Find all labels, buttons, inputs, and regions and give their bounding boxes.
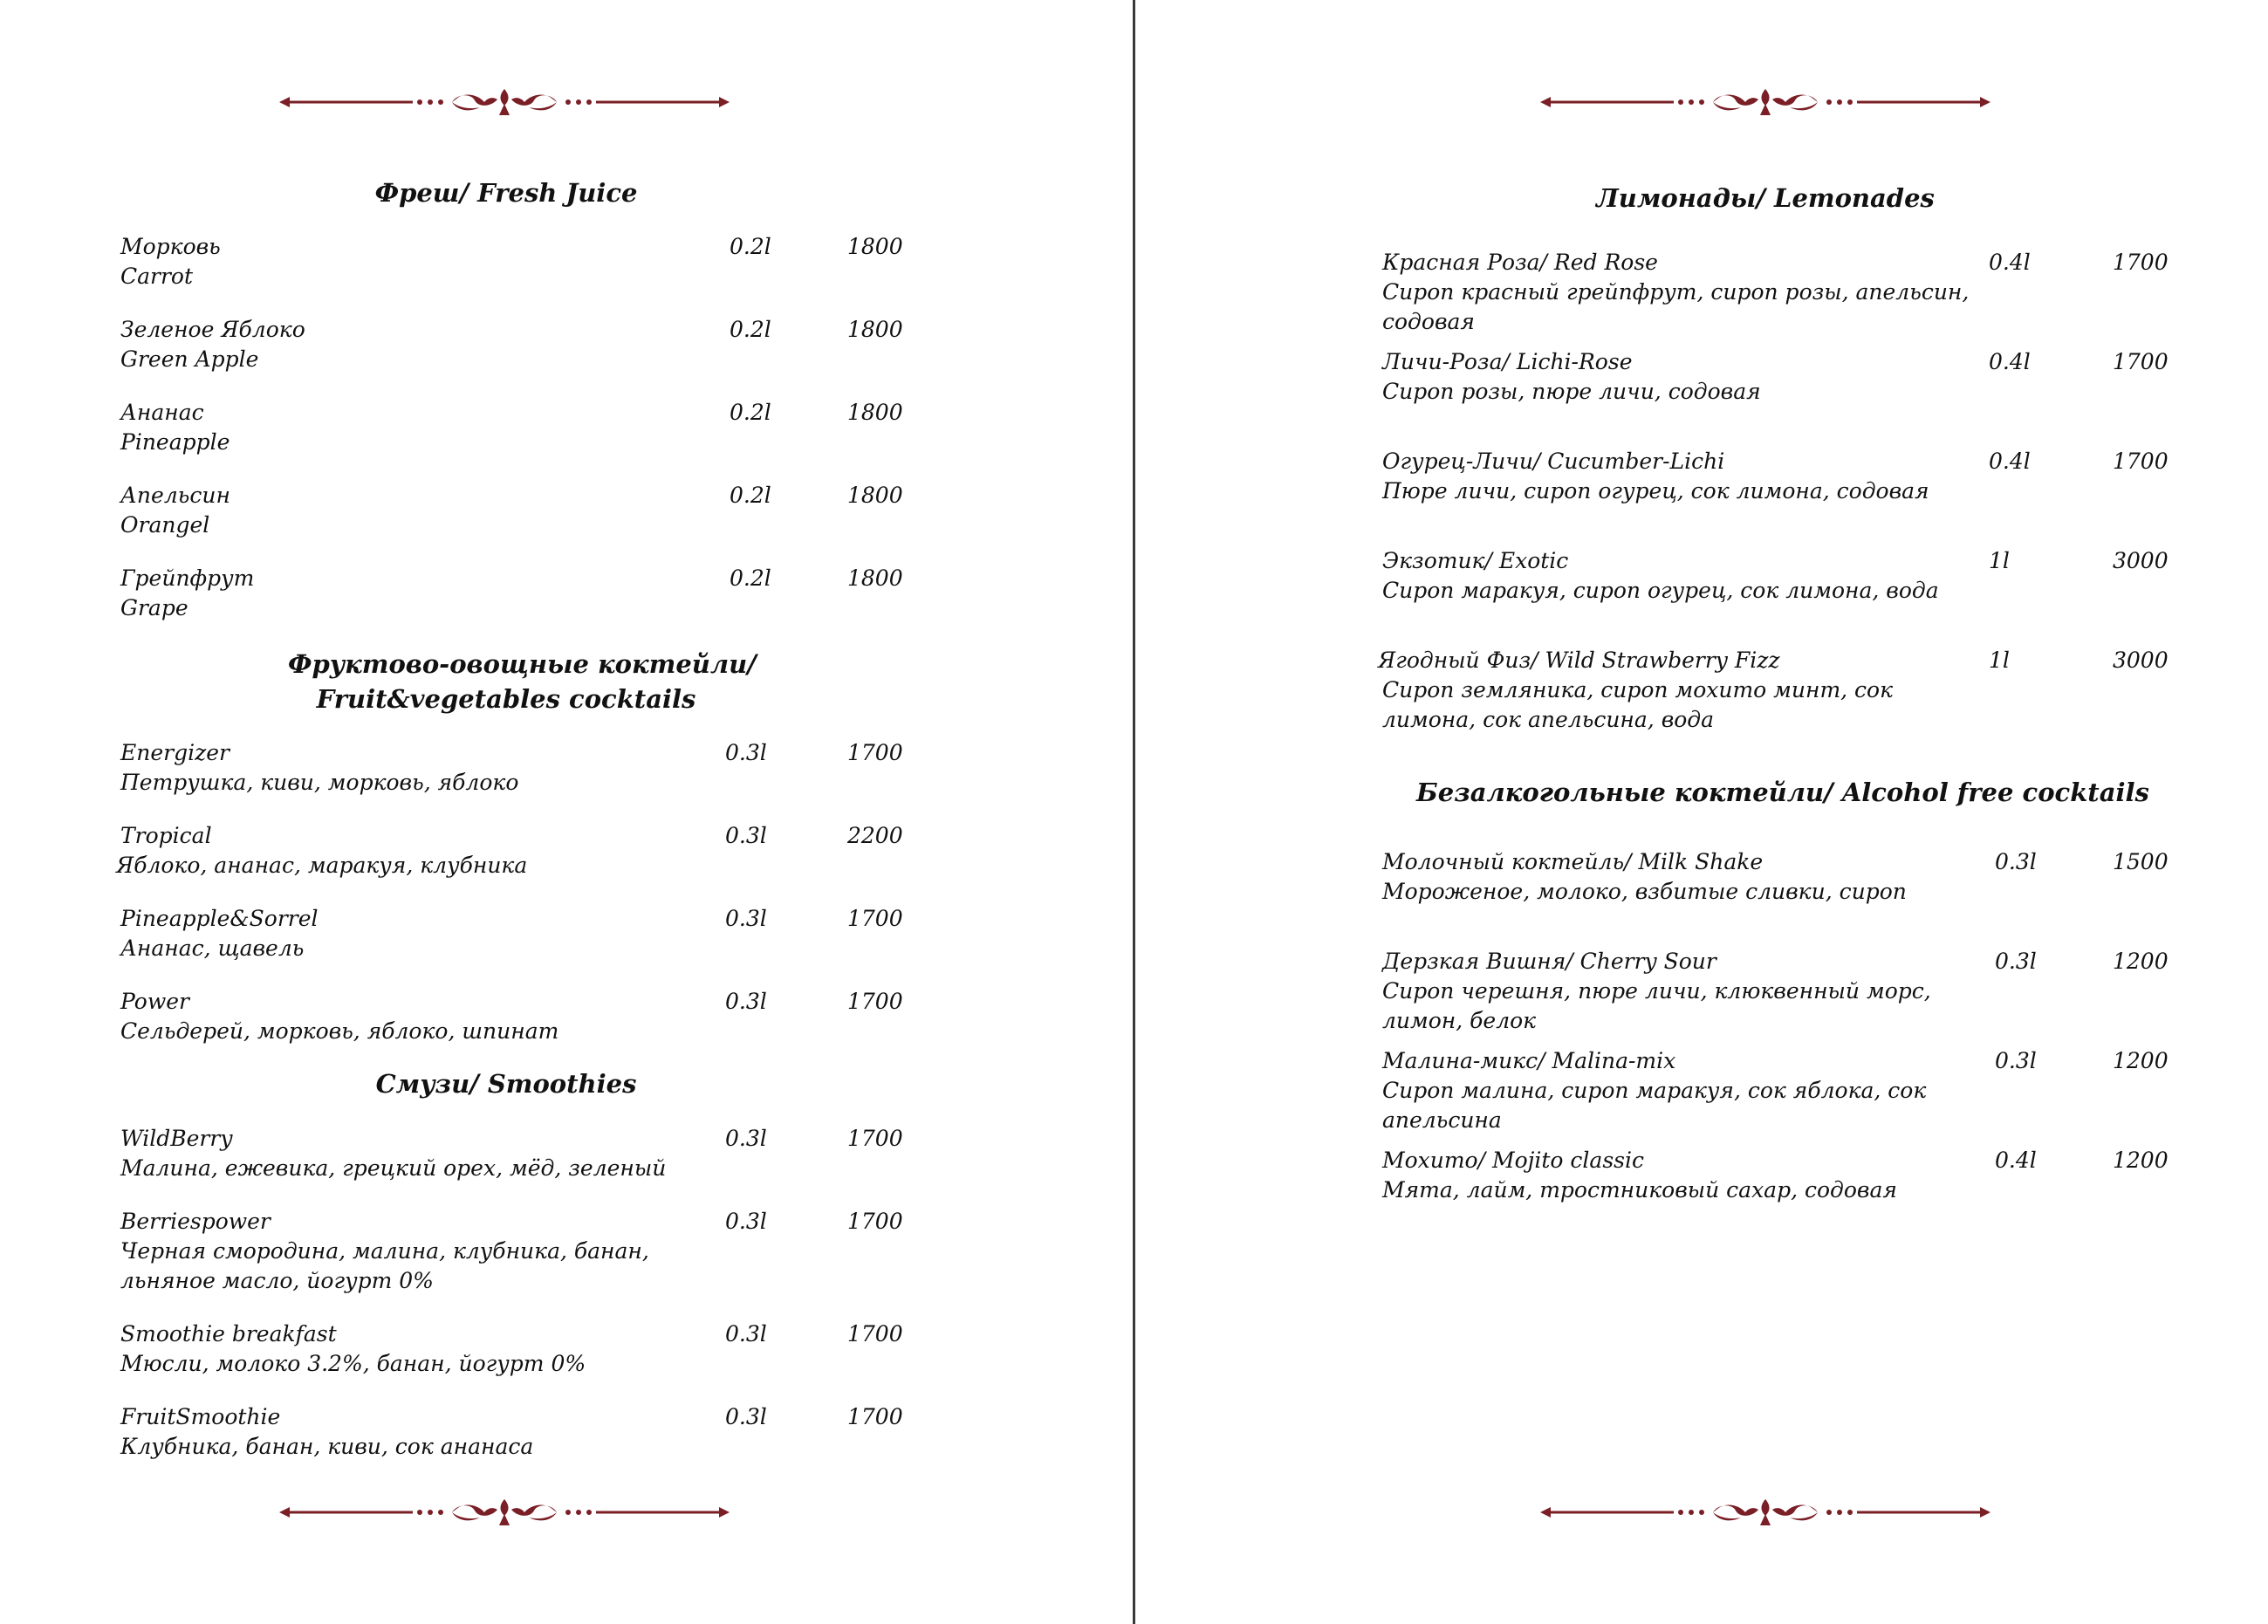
item-price: 1200 (2113, 1048, 2169, 1073)
menu-item (120, 738, 906, 798)
menu-page-right (1136, 0, 2268, 1624)
ornament-flourish-icon (1538, 86, 1992, 118)
menu-item (120, 904, 906, 963)
menu-item (1382, 447, 2220, 506)
section-title-line: Fruit&vegetables cocktails (316, 684, 696, 714)
ornament-bottom-right (1538, 1497, 1992, 1528)
item-price: 1700 (2113, 449, 2169, 474)
item-price: 1700 (847, 1126, 903, 1151)
menu-page-left (0, 0, 1133, 1624)
item-subtitle: Клубника, банан, киви, сок ананаса (120, 1434, 534, 1459)
menu-item (1382, 248, 2220, 337)
item-name: FruitSmoothie (120, 1404, 281, 1429)
item-volume: 0.3l (725, 906, 767, 931)
section-title-fruit-vegetables (288, 647, 757, 716)
item-price: 1700 (847, 740, 903, 765)
item-subtitle: Петрушка, киви, морковь, яблоко (120, 770, 519, 795)
item-subtitle: Сельдерей, морковь, яблоко, шпинат (120, 1018, 559, 1044)
item-name: Smoothie breakfast (120, 1321, 337, 1346)
item-subtitle: Grape (120, 595, 188, 620)
item-price: 1800 (847, 565, 903, 591)
item-price: 1200 (2113, 949, 2169, 974)
item-description: Сироп розы, пюре личи, содовая (1382, 379, 1761, 404)
item-name: Berriespower (120, 1209, 271, 1234)
ornament-top-right (1538, 86, 1992, 118)
menu-item (120, 1207, 906, 1296)
item-name: Морковь (120, 234, 221, 259)
item-volume: 0.2l (730, 483, 771, 508)
ornament-top-left (278, 86, 731, 118)
item-description: Сироп малина, сироп маракуя, сок яблока, сок апельсина (1382, 1078, 1927, 1133)
item-name: Зеленое Яблоко (120, 317, 305, 342)
item-price: 3000 (2113, 548, 2169, 573)
item-subtitle: Яблоко, ананас, маракуя, клубника (116, 853, 528, 878)
ornament-flourish-icon (278, 1497, 731, 1528)
item-volume: 0.2l (730, 400, 771, 425)
section-title-lemonades: Лимонады/ Lemonades (1596, 183, 1935, 213)
item-price: 1700 (847, 1321, 903, 1346)
item-description: Сироп земляника, сироп мохито минт, сок лимона, сок апельсина, вода (1382, 677, 1894, 732)
item-name: Грейпфрут (120, 565, 255, 591)
item-subtitle: Green Apple (120, 346, 259, 372)
item-price: 3000 (2113, 648, 2169, 673)
item-price: 1700 (847, 1404, 903, 1429)
ornament-flourish-icon (1538, 1497, 1992, 1528)
item-name: Огурец-Личи/ Cucumber-Lichi (1382, 449, 1725, 474)
menu-item (1382, 546, 2220, 606)
menu-item (116, 821, 906, 881)
item-volume: 0.3l (725, 1126, 767, 1151)
item-price: 1800 (847, 317, 903, 342)
menu-item (1382, 1046, 2220, 1135)
item-name: Личи-Роза/ Lichi-Rose (1382, 349, 1633, 374)
item-volume: 0.3l (725, 1404, 767, 1429)
menu-item (120, 232, 906, 291)
item-description: Сироп красный грейпфрут, сироп розы, апельсин, содовая (1382, 279, 1970, 334)
item-name: Power (120, 989, 190, 1014)
item-price: 1800 (847, 234, 903, 259)
ornament-flourish-icon (278, 86, 731, 118)
item-name: Pineapple&Sorrel (120, 906, 319, 931)
item-volume: 0.4l (1989, 349, 2031, 374)
item-subtitle: Carrot (120, 264, 194, 289)
item-price: 1700 (847, 989, 903, 1014)
item-price: 1700 (847, 1209, 903, 1234)
item-volume: 0.3l (1995, 849, 2037, 874)
section-title-smoothies: Смузи/ Smoothies (375, 1069, 637, 1099)
menu-item (120, 398, 906, 457)
item-price: 1800 (847, 400, 903, 425)
menu-item (1382, 847, 2220, 907)
item-volume: 1l (1989, 548, 2010, 573)
item-price: 1700 (2113, 349, 2169, 374)
item-volume: 0.2l (730, 234, 771, 259)
item-price: 2200 (847, 823, 903, 848)
section-title-fresh-juice: Фреш/ Fresh Juice (374, 178, 638, 208)
menu-item (1382, 1146, 2220, 1205)
item-subtitle: Малина, ежевика, грецкий орех, мёд, зеленый (120, 1155, 667, 1181)
item-subtitle: Ананас, щавель (120, 935, 305, 961)
menu-item (120, 315, 906, 374)
item-name: Tropical (120, 823, 212, 848)
item-subtitle: Мюсли, молоко 3.2%, банан, йогурт 0% (120, 1351, 586, 1376)
item-subtitle: Черная смородина, малина, клубника, банан, льняное масло, йогурт 0% (120, 1238, 649, 1293)
page-spine-divider (1133, 0, 1135, 1624)
item-volume: 0.4l (1989, 250, 2031, 275)
item-description: Мята, лайм, тростниковый сахар, содовая (1382, 1177, 1897, 1203)
item-volume: 0.3l (725, 1321, 767, 1346)
item-volume: 0.4l (1989, 449, 2031, 474)
ornament-bottom-left (278, 1497, 731, 1528)
item-volume: 0.3l (725, 1209, 767, 1234)
item-volume: 0.3l (725, 823, 767, 848)
item-name: Ягодный Физ/ Wild Strawberry Fizz (1378, 648, 1780, 673)
item-name: Экзотик/ Exotic (1382, 548, 1569, 573)
item-price: 1500 (2113, 849, 2169, 874)
item-subtitle: Pineapple (120, 429, 230, 455)
menu-item (1378, 646, 2220, 735)
item-name: WildBerry (120, 1126, 233, 1151)
item-volume: 0.3l (725, 740, 767, 765)
item-price: 1700 (2113, 250, 2169, 275)
item-volume: 0.3l (1995, 949, 2037, 974)
item-name: Дерзкая Вишня/ Cherry Sour (1382, 949, 1716, 974)
section-title-alcohol-free: Безалкогольные коктейли/ Alcohol free cocktails (1416, 778, 2149, 807)
item-volume: 1l (1989, 648, 2010, 673)
item-name: Energizer (120, 740, 230, 765)
menu-item (120, 1319, 906, 1379)
item-price: 1200 (2113, 1148, 2169, 1173)
item-name: Мохито/ Mojito classic (1382, 1148, 1644, 1173)
item-price: 1700 (847, 906, 903, 931)
item-name: Красная Роза/ Red Rose (1382, 250, 1658, 275)
item-volume: 0.2l (730, 317, 771, 342)
item-description: Сироп маракуя, сироп огурец, сок лимона, вода (1382, 578, 1939, 603)
item-description: Мороженое, молоко, взбитые сливки, сироп (1382, 879, 1907, 904)
menu-item (120, 1124, 906, 1183)
item-volume: 0.2l (730, 565, 771, 591)
menu-item (120, 1402, 906, 1462)
item-subtitle: Orangel (120, 512, 210, 538)
menu-item (1382, 347, 2220, 407)
item-name: Ананас (120, 400, 204, 425)
item-description: Пюре личи, сироп огурец, сок лимона, содовая (1382, 478, 1929, 504)
menu-item (120, 987, 906, 1046)
menu-item (1382, 947, 2220, 1036)
item-volume: 0.3l (1995, 1048, 2037, 1073)
item-volume: 0.3l (725, 989, 767, 1014)
item-price: 1800 (847, 483, 903, 508)
item-name: Молочный коктейль/ Milk Shake (1382, 849, 1764, 874)
menu-item (120, 564, 906, 623)
section-title-line: Фруктово-овощные коктейли/ (288, 649, 757, 679)
item-volume: 0.4l (1995, 1148, 2037, 1173)
item-description: Сироп черешня, пюре личи, клюквенный морс, лимон, белок (1382, 978, 1931, 1033)
item-name: Апельсин (120, 483, 230, 508)
menu-item (120, 481, 906, 540)
item-name: Малина-микс/ Malina-mix (1382, 1048, 1676, 1073)
